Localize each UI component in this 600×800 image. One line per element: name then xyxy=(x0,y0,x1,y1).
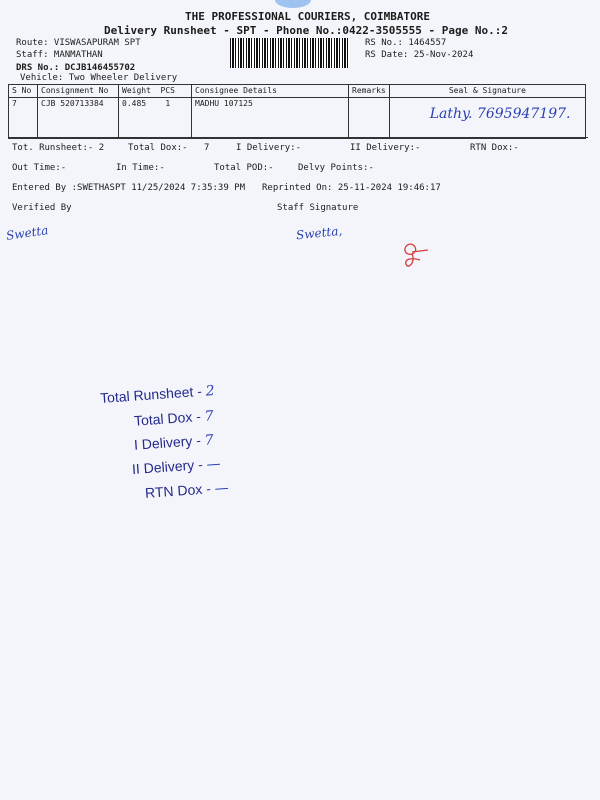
stamp-value: — xyxy=(206,455,222,473)
stamp-label: I Delivery - xyxy=(133,432,202,453)
stamp-label: RTN Dox - xyxy=(144,480,212,501)
out-time: Out Time:- xyxy=(12,163,67,173)
cell-weight-pcs xyxy=(119,98,192,139)
cell-remarks xyxy=(349,98,390,139)
tot-runsheet: Tot. Runsheet:- 2 xyxy=(12,143,105,153)
stamp-value: 7 xyxy=(204,408,215,425)
stamp-value: 7 xyxy=(204,432,215,449)
entered-by: Entered By :SWETHASPT 11/25/2024 7:35:39 PM xyxy=(12,183,245,193)
col-signature: Seal & Signature xyxy=(389,85,585,98)
cell-weight: 0.485 xyxy=(122,99,147,108)
recipient-signature: Lathy. 7695947197. xyxy=(429,106,571,122)
cell-pcs: 1 xyxy=(165,99,171,108)
rs-date: RS Date: 25-Nov-2024 xyxy=(365,50,474,60)
drs-number: DRS No.: DCJB146455702 xyxy=(16,63,136,73)
cell-consignee: MADHU 107125 xyxy=(192,98,349,139)
col-consignment: Consignment No xyxy=(38,85,119,98)
stamp-label: Total Runsheet - xyxy=(99,382,203,406)
verified-signature: Swetta xyxy=(5,223,50,243)
stamp-line-i-delivery xyxy=(134,431,215,454)
stamp-label: II Delivery - xyxy=(131,456,204,478)
barcode xyxy=(230,38,350,68)
staff-signature-label: Staff Signature xyxy=(277,203,359,213)
stamp-line-ii-delivery xyxy=(132,455,222,478)
red-initial-mark xyxy=(398,236,438,276)
cell-sno: 7 xyxy=(9,98,38,139)
stamp-line-runsheet xyxy=(100,382,216,407)
table-header-row xyxy=(9,85,586,98)
stamp-value: — xyxy=(214,480,230,498)
staff: Staff: MANMATHAN xyxy=(16,50,103,60)
col-pcs-label: PCS xyxy=(160,86,175,95)
cell-signature xyxy=(389,98,585,139)
total-pod: Total POD:- xyxy=(214,163,274,173)
delvy-points: Delvy Points:- xyxy=(298,163,374,173)
i-delivery: I Delivery:- xyxy=(236,143,302,153)
ii-delivery: II Delivery:- xyxy=(350,143,421,153)
punch-hole xyxy=(275,0,311,8)
col-consignee: Consignee Details xyxy=(192,85,349,98)
divider xyxy=(8,137,588,138)
route: Route: VISWASAPURAM SPT xyxy=(16,38,141,48)
col-weight-pcs xyxy=(119,85,192,98)
table-row xyxy=(9,98,586,139)
col-sno: S No xyxy=(9,85,38,98)
reprinted-on: Reprinted On: 25-11-2024 19:46:17 xyxy=(262,183,441,193)
runsheet-table xyxy=(8,84,586,139)
rs-number: RS No.: 1464557 xyxy=(365,38,447,48)
stamp-label: Total Dox - xyxy=(133,408,202,429)
stamp-line-rtn-dox xyxy=(145,479,230,502)
stamp-value: 2 xyxy=(205,383,216,400)
total-dox-label: Total Dox:- xyxy=(128,143,188,153)
vehicle: Vehicle: Two Wheeler Delivery xyxy=(20,73,178,83)
stamp-line-dox xyxy=(134,407,215,430)
runsheet-title: Delivery Runsheet - SPT - Phone No.:0422-3505555 - Page No.:2 xyxy=(104,24,508,37)
cell-consignment: CJB 520713384 xyxy=(38,98,119,139)
verified-by-label: Verified By xyxy=(12,203,72,213)
rtn-dox: RTN Dox:- xyxy=(470,143,519,153)
in-time: In Time:- xyxy=(116,163,165,173)
staff-signature: Swetta, xyxy=(295,223,343,243)
total-dox-value: 7 xyxy=(204,143,210,153)
col-remarks: Remarks xyxy=(349,85,390,98)
company-name: THE PROFESSIONAL COURIERS, COIMBATORE xyxy=(185,10,431,23)
col-weight-label: Weight xyxy=(122,86,151,95)
